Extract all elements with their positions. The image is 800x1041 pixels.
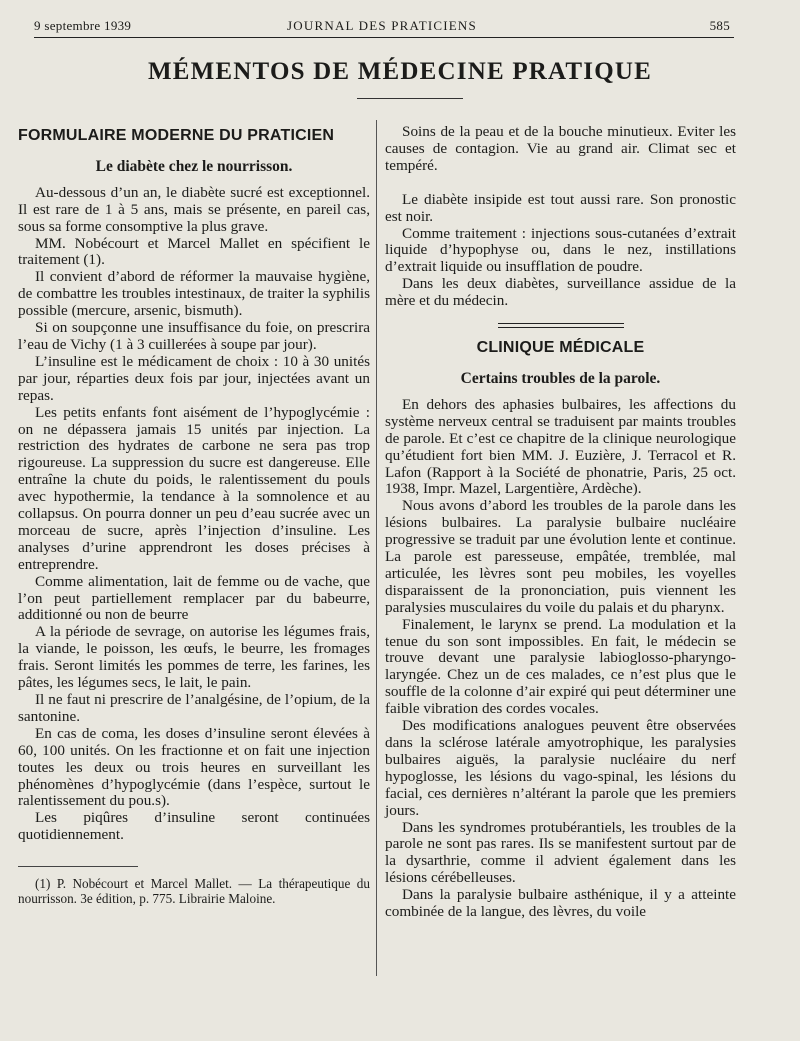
paragraph: Les piqûres d’insuline seront continuées quotidiennement. [18,809,370,844]
paragraph: Comme traitement : injections sous-cutanées d’extrait liquide d’hypophyse ou, dans le nez, instillations d’extrait liquide ou insufflation de poudre. [385,224,736,276]
paragraph: En cas de coma, les doses d’insuline seront élevées à 60, 100 unités. On les fractionne et on fait une injection toutes les deux ou trois heures en surveillant les phénomènes d’hypoglycémie (dans l’espèce, surtout le ralentissement du pou.s). [18,724,370,810]
right-column [385,124,736,921]
paragraph: Le diabète insipide est tout aussi rare. Son pronostic est noir. [385,190,736,225]
article-body-diabete [18,185,370,844]
paragraph: Des modifications analogues peuvent être observées dans la sclérose latérale amyotrophique, les paralysies bulbaires aiguës, la paralysie nucléaire du nerf hypoglosse, les lésions du vago-spinal, les lésions du facial, ces dernières n’altérant la parole que les premiers jours. [385,717,736,819]
paragraph: Dans les syndromes protubérantiels, les troubles de la parole ne sont pas rares. Ils se manifestent surtout par de la dysarthrie, comme il advient également dans les lésions cérébelleuses. [385,818,736,887]
running-header [34,14,730,36]
article-body-diabete-insipide [385,192,736,310]
column-divider [376,120,377,976]
paragraph: Nous avons d’abord les troubles de la parole dans les lésions bulbaires. La paralysie bulbaire nucléaire progressive se traduit par une évolution lente et continue. La parole est paresseuse, empâtée, tremblée, mal articulée, les lèvres sont peu mobiles, les voyelles disparaissent de la prononciation, puis viennent les paralysies musculaires du voile du palais et du pharynx. [385,497,736,616]
paragraph: Comme alimentation, lait de femme ou de vache, que l’on peut partiellement remplacer par du babeurre, additionné ou non de beurre [18,572,370,624]
footnote-rule [18,866,138,867]
paragraph: A la période de sevrage, on autorise les légumes frais, la viande, le poisson, les œufs, le beurre, les fromages frais. Seront limités les pommes de terre, les farines, les pâtes, les légumes secs, le lait, le pain. [18,623,370,692]
page-number: 585 [709,18,730,33]
journal-name: JOURNAL DES PRATICIENS [287,18,477,33]
paragraph: Il ne faut ni prescrire de l’analgésine, de l’opium, de la santonine. [18,691,370,725]
paragraph: Si on soupçonne une insuffisance du foie, on prescrira l’eau de Vichy (1 à 3 cuillerées à soupe par jour). [18,319,370,353]
section-separator [498,323,624,328]
paragraph: Les petits enfants font aisément de l’hypoglycémie : on ne dépassera jamais 15 unités par injection. La restriction des hydrates de carbone ne sera pas trop rigoureuse. La suppression du sucre est dangereuse. Elle entraîne la chute du poids, le ralentissement du pouls avec hypothermie, la tendance à la somnolence et au collapsus. On pourra donner un peu d’eau sucrée avec un morceau de sucre, après l’injection d’insuline. Les analyses d’urine apprendront les doses précises à entreprendre. [18,403,370,573]
paragraph: Au-dessous d’un an, le diabète sucré est exceptionnel. Il est rare de 1 à 5 ans, mais se présente, en pareil cas, sous sa forme consomptive la plus grave. [18,183,370,235]
paragraph: Finalement, le larynx se prend. La modulation et la tenue du son sont impossibles. En fait, le médecin se trouve devant une paralysie labioglosso-pharyngo-laryngée. Chez un de ces malades, ce n’est plus que le souffle de la colonne d’air expiré qui peut déterminer une faible vibration des cordes vocales. [385,615,736,718]
paragraph: Soins de la peau et de la bouche minutieux. Eviter les causes de contagion. Vie au grand air. Climat sec et tempéré. [385,123,736,174]
paragraph: MM. Nobécourt et Marcel Mallet en spécifient le traitement (1). [18,234,370,269]
paragraph: Dans les deux diabètes, surveillance assidue de la mère et du médecin. [385,275,736,310]
article-body-parole [385,397,736,921]
section-heading-formulaire: FORMULAIRE MODERNE DU PRATICIEN [18,127,335,144]
issue-date: 9 septembre 1939 [34,18,132,33]
footnote: (1) P. Nobécourt et Marcel Mallet. — La thérapeutique du nourrisson. 3e édition, p. 775. Librairie Maloine. [18,876,370,907]
paragraph-gap [385,175,736,192]
paragraph: L’insuline est le médicament de choix : 10 à 30 unités par jour, réparties deux fois par jour, injectées avant un repas. [18,352,370,404]
paragraph: Dans la paralysie bulbaire asthénique, il y a atteinte combinée de la langue, des lèvres, du voile [385,886,736,921]
paragraph: En dehors des aphasies bulbaires, les affections du système nerveux central se traduisent par maints troubles de parole. Et c’est ce chapitre de la clinique neurologique qu’étudient fort bien MM. J. Euzière, J. Terracol et R. Lafon (Rapport à la Société de phonatrie, Paris, 25 oct. 1938, Impr. Mazel, Largentière, Ardèche). [385,395,736,498]
article-title-diabete: Le diabète chez le nourrisson. [95,157,293,175]
article-title-parole: Certains troubles de la parole. [460,369,661,387]
left-column [18,124,370,906]
title-rule [357,98,463,99]
header-rule [34,37,734,38]
page-title: MÉMENTOS DE MÉDECINE PRATIQUE [147,58,653,85]
section-heading-clinique: CLINIQUE MÉDICALE [476,339,645,357]
paragraph: Il convient d’abord de réformer la mauvaise hygiène, de combattre les troubles intestinaux, de traiter la syphilis possible (mercure, arsenic, bismuth). [18,268,370,320]
article-body-diabete-cont [385,124,736,175]
